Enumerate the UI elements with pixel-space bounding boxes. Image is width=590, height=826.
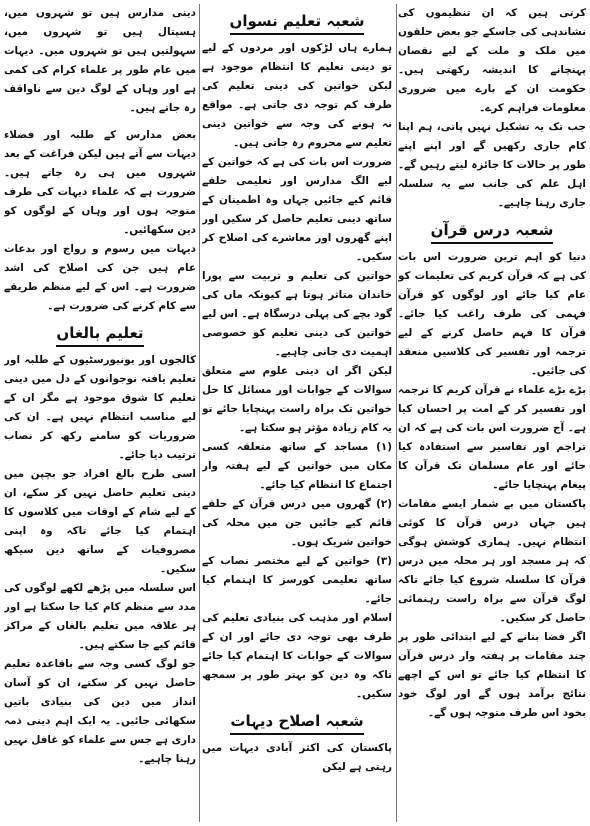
section-heading-taleem-balighan bbox=[4, 322, 196, 347]
section-heading-islah-dehat bbox=[202, 710, 392, 735]
paragraph: کالجوں اور یونیورسٹیوں کے طلبہ اور تعلیم یافتہ نوجوانوں کے دل میں دینی تعلیم کا شوق موجود ہے مگر ان کے لیے مناسب انتظام نہیں ہے۔ ان کی ضروریات کو سامنے رکھ کر نصاب ترتیب دیا جائے۔ bbox=[4, 354, 196, 461]
paragraph: بعض مدارس کے طلبہ اور فضلاء دیہات سے آتے ہیں لیکن فراغت کے بعد شہروں میں ہی رہ جاتے ہیں۔ ضرورت ہے کہ علماء دیہات کی طرف متوجہ ہوں اور وہاں کے لوگوں کو دین سکھائیں۔ bbox=[4, 129, 196, 236]
section-heading-dars-quran bbox=[398, 219, 586, 244]
paragraph: خواتین کی تعلیم و تربیت سے پورا خاندان متاثر ہوتا ہے کیونکہ ماں کی گود بچے کی پہلی درسگاہ ہے۔ اس لیے خواتین کی دینی تعلیم کو خصوصی اہمیت دی جانی چاہیے۔ bbox=[202, 270, 392, 358]
column-right-text bbox=[398, 4, 586, 213]
list-item: (۱) مساجد کے ساتھ متعلقہ کسی مکان میں خواتین کے لیے ہفتہ وار اجتماع کا انتظام کیا جائے۔ bbox=[202, 441, 392, 491]
spacer bbox=[4, 118, 196, 126]
column-right bbox=[398, 4, 586, 822]
column-right-text-2 bbox=[398, 248, 586, 723]
paragraph: بڑے بڑے علماء نے قرآن کریم کا ترجمہ اور تفسیر کر کے امت پر احسان کیا ہے۔ آج ضرورت اس بات کی ہے کہ ان تراجم اور تفاسیر سے استفادہ کیا جائے اور عام مسلمان تک قرآن کا پیغام پہنچایا جائے۔ bbox=[398, 384, 586, 491]
paragraph: پاکستان کی اکثر آبادی دیہات میں رہتی ہے لیکن bbox=[202, 742, 392, 773]
section-heading-taleem-niswan bbox=[202, 10, 392, 35]
paragraph: ضرورت اس بات کی ہے کہ خواتین کے لیے الگ مدارس اور تعلیمی حلقے قائم کیے جائیں جہاں وہ اطمینان کے ساتھ دینی تعلیم حاصل کر سکیں اور اپنے گھروں اور معاشرے کی اصلاح کر سکیں۔ bbox=[202, 156, 392, 263]
paragraph: اسلام اور مذہب کی بنیادی تعلیم کی طرف بھی توجہ دی جائے اور ان کے سوالات کے جوابات کا اہتمام کیا جائے تاکہ وہ دین کو بہتر طور پر سمجھ سکیں۔ bbox=[202, 612, 392, 700]
paragraph: دنیا کو اہم ترین ضرورت اس بات کی ہے کہ قرآن کریم کی تعلیمات کو عام کیا جائے اور لوگوں کو قرآن فہمی کی طرف راغب کیا جائے۔ قرآن کا فہم حاصل کرنے کے لیے ترجمہ اور تفسیر کی کلاسیں منعقد کی جائیں۔ bbox=[398, 251, 586, 377]
paragraph: اسی طرح بالغ افراد جو بچپن میں دینی تعلیم حاصل نہیں کر سکے، ان کے لیے شام کے اوقات میں کلاسوں کا اہتمام کیا جائے تاکہ وہ اپنی مصروفیات کے ساتھ دین سیکھ سکیں۔ bbox=[4, 468, 196, 575]
paragraph: لیکن اگر ان دینی علوم سے متعلق سوالات کے جوابات اور مسائل کا حل خواتین تک براہ راست پہنچایا جائے تو یہ کام زیادہ مؤثر ہو سکتا ہے۔ bbox=[202, 365, 392, 434]
column-divider bbox=[396, 4, 397, 822]
paragraph: دینی مدارس ہیں تو شہروں میں، ہسپتال ہیں تو شہروں میں، سہولتیں ہیں تو شہروں میں۔ دیہات میں عام طور پر علماء کرام کی کمی ہے اور وہاں کے لوگ دین سے ناواقف رہ جاتے ہیں۔ bbox=[4, 7, 196, 114]
heading-text: شعبہ درس قرآن bbox=[431, 219, 554, 244]
paragraph: اس سلسلہ میں پڑھے لکھے لوگوں کی مدد سے منظم کام کیا جا سکتا ہے اور ہر علاقہ میں تعلیم بالغاں کے مراکز قائم کیے جا سکتے ہیں۔ bbox=[4, 582, 196, 651]
column-left-text-2 bbox=[4, 351, 196, 769]
column-left-text bbox=[4, 4, 196, 316]
paragraph: ہمارے ہاں لڑکوں اور مردوں کے لیے تو دینی تعلیم کا انتظام موجود ہے لیکن خواتین کی دینی تعلیم کی طرف کم توجہ دی جاتی ہے۔ مواقع نہ ہونے کی وجہ سے خواتین دینی تعلیم سے محروم رہ جاتی ہیں۔ bbox=[202, 42, 392, 149]
heading-text: تعلیم بالغاں bbox=[56, 322, 143, 347]
column-middle bbox=[202, 4, 392, 822]
paragraph: جو لوگ کسی وجہ سے باقاعدہ تعلیم حاصل نہیں کر سکتے، ان کو آسان انداز میں دین کی بنیادی باتیں سکھائی جائیں۔ یہ ایک اہم دینی ذمہ داری ہے جس سے علماء کو غافل نہیں رہنا چاہیے۔ bbox=[4, 658, 196, 765]
column-middle-text-2 bbox=[202, 739, 392, 777]
heading-text: شعبہ تعلیم نسواں bbox=[230, 10, 365, 35]
paragraph: جب تک یہ تشکیل نہیں پاتی، ہم اپنا کام جاری رکھیں گے اور اپنے اپنے طور پر حالات کا جائزہ لیتے رہیں گے۔ اہل علم کی جانب سے یہ سلسلہ جاری رہنا چاہیے۔ bbox=[398, 121, 586, 209]
column-divider bbox=[199, 4, 200, 822]
list-item: (۲) گھروں میں درس قرآن کے حلقے قائم کیے جائیں جن میں محلہ کی خواتین شریک ہوں۔ bbox=[202, 498, 392, 548]
paragraph: پاکستان میں بے شمار ایسے مقامات ہیں جہاں درس قرآن کا کوئی انتظام نہیں۔ ہماری کوشش ہوگی کہ ہر مسجد اور ہر محلہ میں درس قرآن کا سلسلہ شروع کیا جائے تاکہ لوگ قرآن سے براہ راست رہنمائی حاصل کر سکیں۔ bbox=[398, 498, 586, 624]
paragraph: کرتی ہیں کہ ان تنظیموں کی نشاندہی کی جاسکے جو بعض حلقوں میں ملک و ملت کے لیے نقصان پہنچانے کا اندیشہ رکھتی ہیں۔ حکومت ان کے بارے میں ضروری معلومات فراہم کرے۔ bbox=[398, 7, 586, 114]
paragraph: اگر فضا بنانے کے لیے ابتدائی طور پر چند مقامات پر ہفتہ وار درس قرآن کا انتظام کیا جائے تو اس کے اچھے نتائج برآمد ہوں گے اور لوگ خود بخود اس طرف متوجہ ہوں گے۔ bbox=[398, 631, 586, 719]
column-left bbox=[4, 4, 196, 822]
paragraph: دیہات میں رسوم و رواج اور بدعات عام ہیں جن کی اصلاح کی اشد ضرورت ہے۔ اس کے لیے منظم طریقے سے کام کرنے کی ضرورت ہے۔ bbox=[4, 243, 196, 312]
column-middle-text bbox=[202, 39, 392, 704]
list-item: (۳) خواتین کے لیے مختصر نصاب کے ساتھ تعلیمی کورسز کا اہتمام کیا جائے۔ bbox=[202, 555, 392, 605]
heading-text: شعبہ اصلاح دیہات bbox=[230, 710, 363, 735]
